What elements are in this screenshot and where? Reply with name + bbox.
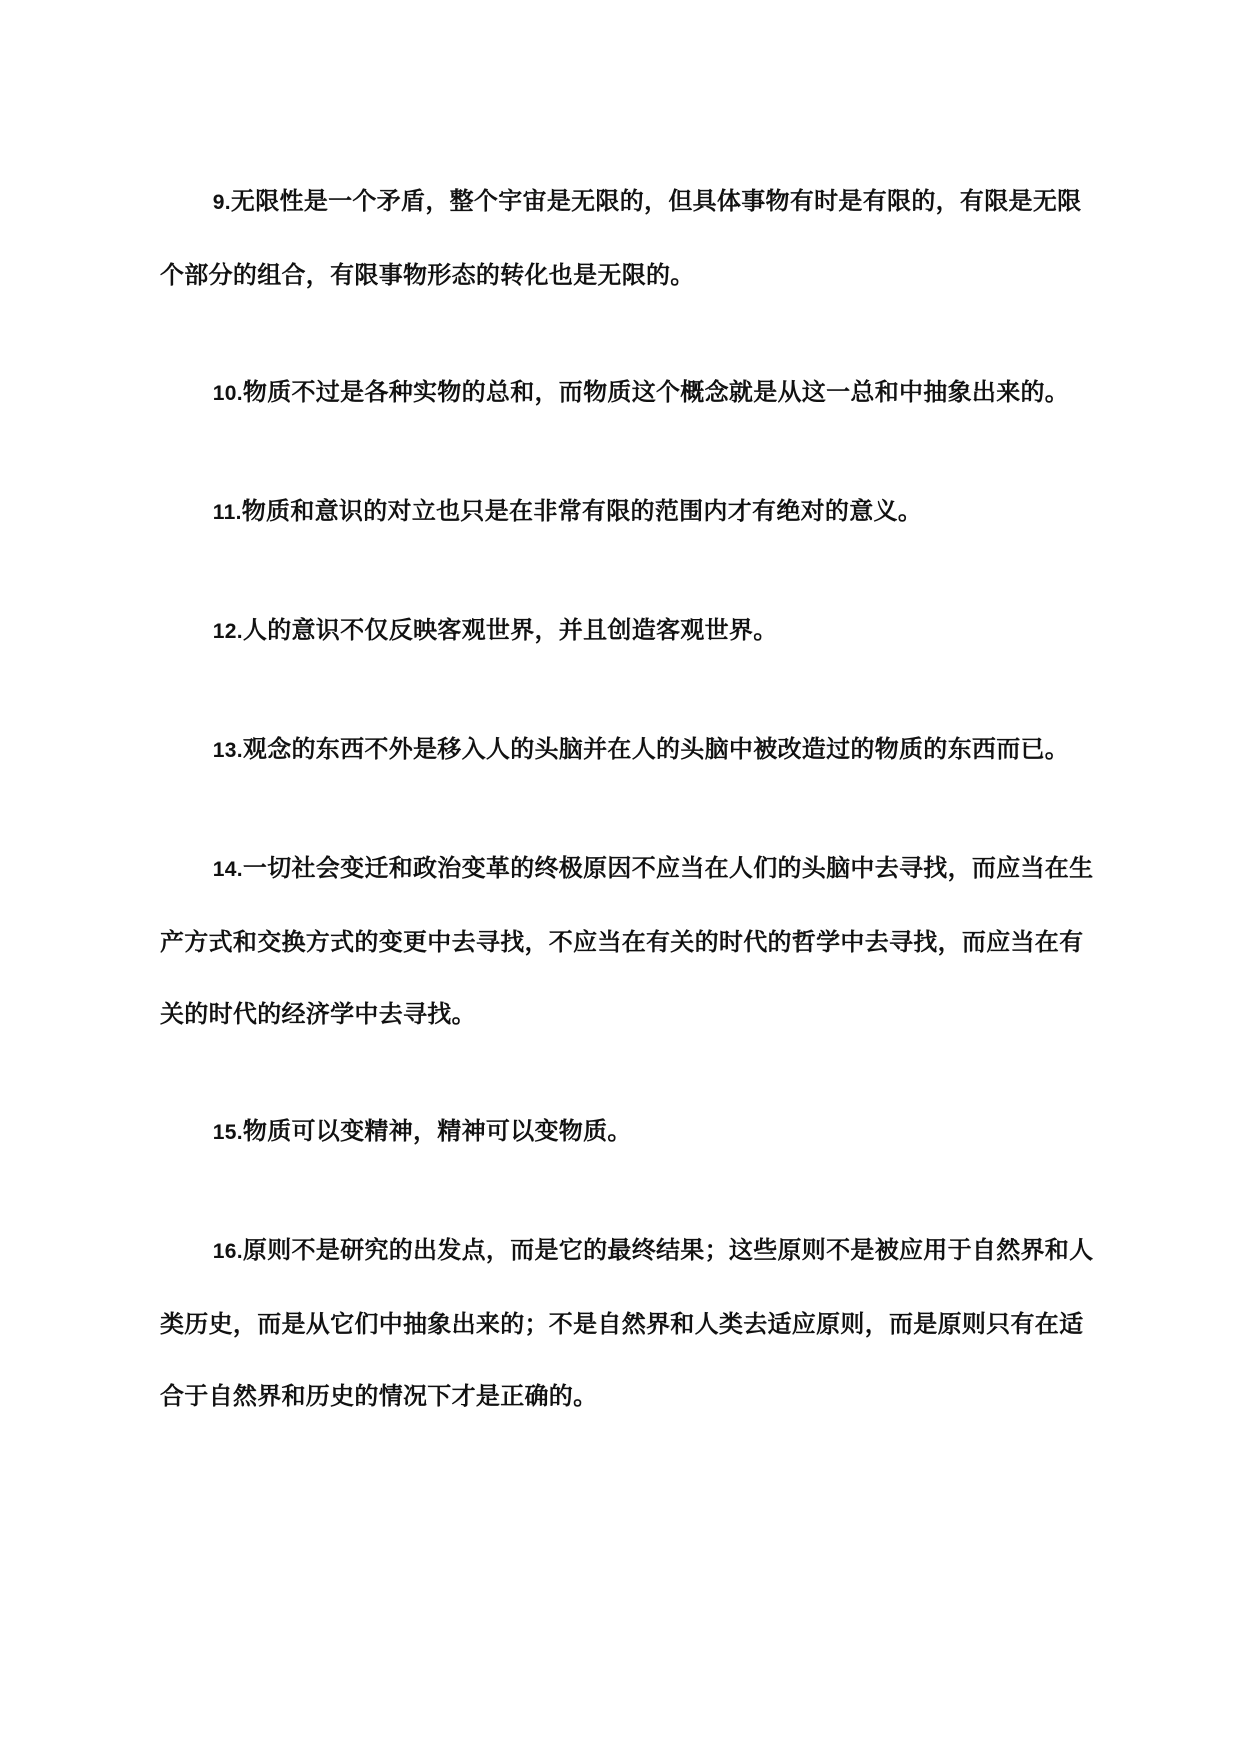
paragraph-text: 原则不是研究的出发点，而是它的最终结果；这些原则不是被应用于自然界和人类历史，而是从它们中抽象出来的；不是自然界和人类去适应原则，而是原则只有在适合于自然界和历史的情况下才是正确的。 (160, 1236, 1094, 1410)
paragraph-text: 物质可以变精神，精神可以变物质。 (242, 1117, 632, 1145)
document-body (160, 165, 1095, 1432)
paragraph-number: 16. (212, 1240, 243, 1263)
paragraph-11 (160, 475, 1095, 549)
paragraph-number: 11. (212, 501, 242, 524)
paragraph-number: 10. (212, 382, 243, 405)
paragraph-text: 物质不过是各种实物的总和，而物质这个概念就是从这一总和中抽象出来的。 (242, 378, 1070, 406)
paragraph-14 (160, 832, 1095, 1050)
paragraph-number: 15. (212, 1121, 243, 1144)
paragraph-text: 无限性是一个矛盾，整个宇宙是无限的，但具体事物有时是有限的，有限是无限个部分的组合，有限事物形态的转化也是无限的。 (160, 187, 1082, 289)
paragraph-13 (160, 713, 1095, 787)
paragraph-number: 13. (212, 739, 243, 762)
paragraph-text: 人的意识不仅反映客观世界，并且创造客观世界。 (242, 616, 778, 644)
paragraph-15 (160, 1095, 1095, 1169)
paragraph-text: 一切社会变迁和政治变革的终极原因不应当在人们的头脑中去寻找，而应当在生产方式和交换方式的变更中去寻找，不应当在有关的时代的哲学中去寻找，而应当在有关的时代的经济学中去寻找。 (160, 854, 1094, 1028)
paragraph-16 (160, 1214, 1095, 1432)
paragraph-text: 观念的东西不外是移入人的头脑并在人的头脑中被改造过的物质的东西而已。 (242, 735, 1070, 763)
paragraph-number: 14. (212, 858, 243, 881)
paragraph-text: 物质和意识的对立也只是在非常有限的范围内才有绝对的意义。 (241, 497, 923, 525)
paragraph-number: 9. (212, 191, 231, 214)
paragraph-number: 12. (212, 620, 243, 643)
paragraph-10 (160, 356, 1095, 430)
paragraph-9 (160, 165, 1095, 311)
paragraph-12 (160, 594, 1095, 668)
